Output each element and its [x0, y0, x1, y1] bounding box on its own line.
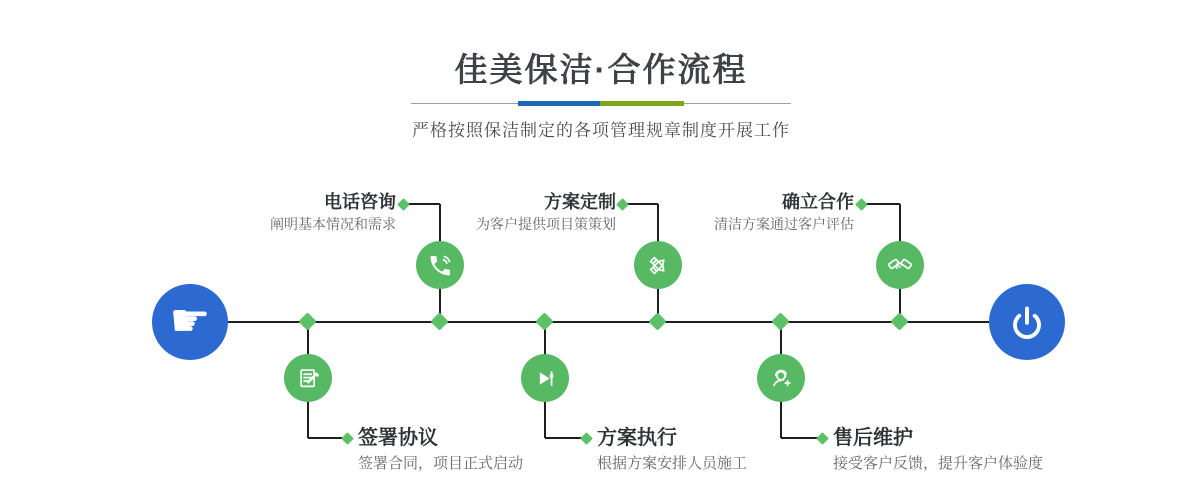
step-node-plan-custom	[634, 241, 682, 289]
flow-start-node	[152, 284, 228, 360]
diamond-marker	[298, 312, 316, 330]
diamond-marker	[816, 432, 829, 445]
step-title: 确立合作	[782, 192, 854, 212]
step-desc: 签署合同，项目正式启动	[358, 455, 524, 472]
step-label-phone-consult	[270, 192, 396, 233]
step-label-plan-custom	[476, 192, 616, 233]
flow-end-node	[989, 284, 1065, 360]
step-title: 售后维护	[833, 427, 913, 449]
hand-pointing-right-icon: ☛	[169, 293, 211, 347]
customer-service-icon	[768, 365, 795, 392]
step-desc: 接受客户反馈，提升客户体验度	[833, 455, 1044, 472]
design-tools-icon	[645, 252, 672, 279]
step-label-cooperation	[714, 192, 854, 233]
page-subtitle: 严格按照保洁制定的各项管理规章制度开展工作	[412, 121, 790, 140]
diamond-marker	[771, 312, 789, 330]
step-title: 方案定制	[544, 192, 616, 212]
play-execute-icon	[532, 365, 559, 392]
phone-call-icon	[427, 252, 454, 279]
step-desc: 为客户提供项目策策划	[476, 216, 616, 232]
page-title: 佳美保洁·合作流程	[454, 51, 748, 88]
step-title: 签署协议	[358, 427, 438, 449]
diamond-marker	[648, 312, 666, 330]
step-node-sign-agreement	[284, 354, 332, 402]
step-label-plan-execution	[597, 427, 747, 473]
step-desc: 阐明基本情况和需求	[270, 216, 396, 232]
step-node-cooperation	[876, 241, 924, 289]
step-desc: 根据方案安排人员施工	[597, 455, 748, 472]
step-node-after-sales	[757, 354, 805, 402]
step-node-phone-consult	[416, 241, 464, 289]
diamond-marker	[397, 198, 410, 211]
diamond-marker	[616, 198, 629, 211]
handshake-icon	[886, 251, 914, 279]
diamond-marker	[535, 312, 553, 330]
step-label-after-sales	[833, 427, 1043, 473]
diamond-marker	[580, 432, 593, 445]
step-label-sign-agreement	[358, 427, 523, 473]
diamond-marker	[890, 312, 908, 330]
timeline	[228, 321, 989, 323]
diamond-marker	[855, 198, 868, 211]
step-title: 方案执行	[597, 427, 677, 449]
power-icon	[1009, 304, 1045, 340]
diamond-marker	[341, 432, 354, 445]
step-title: 电话咨询	[324, 192, 396, 212]
document-sign-icon	[295, 365, 322, 392]
step-desc: 清洁方案通过客户评估	[714, 216, 854, 232]
diamond-marker	[430, 312, 448, 330]
step-node-plan-execution	[521, 354, 569, 402]
